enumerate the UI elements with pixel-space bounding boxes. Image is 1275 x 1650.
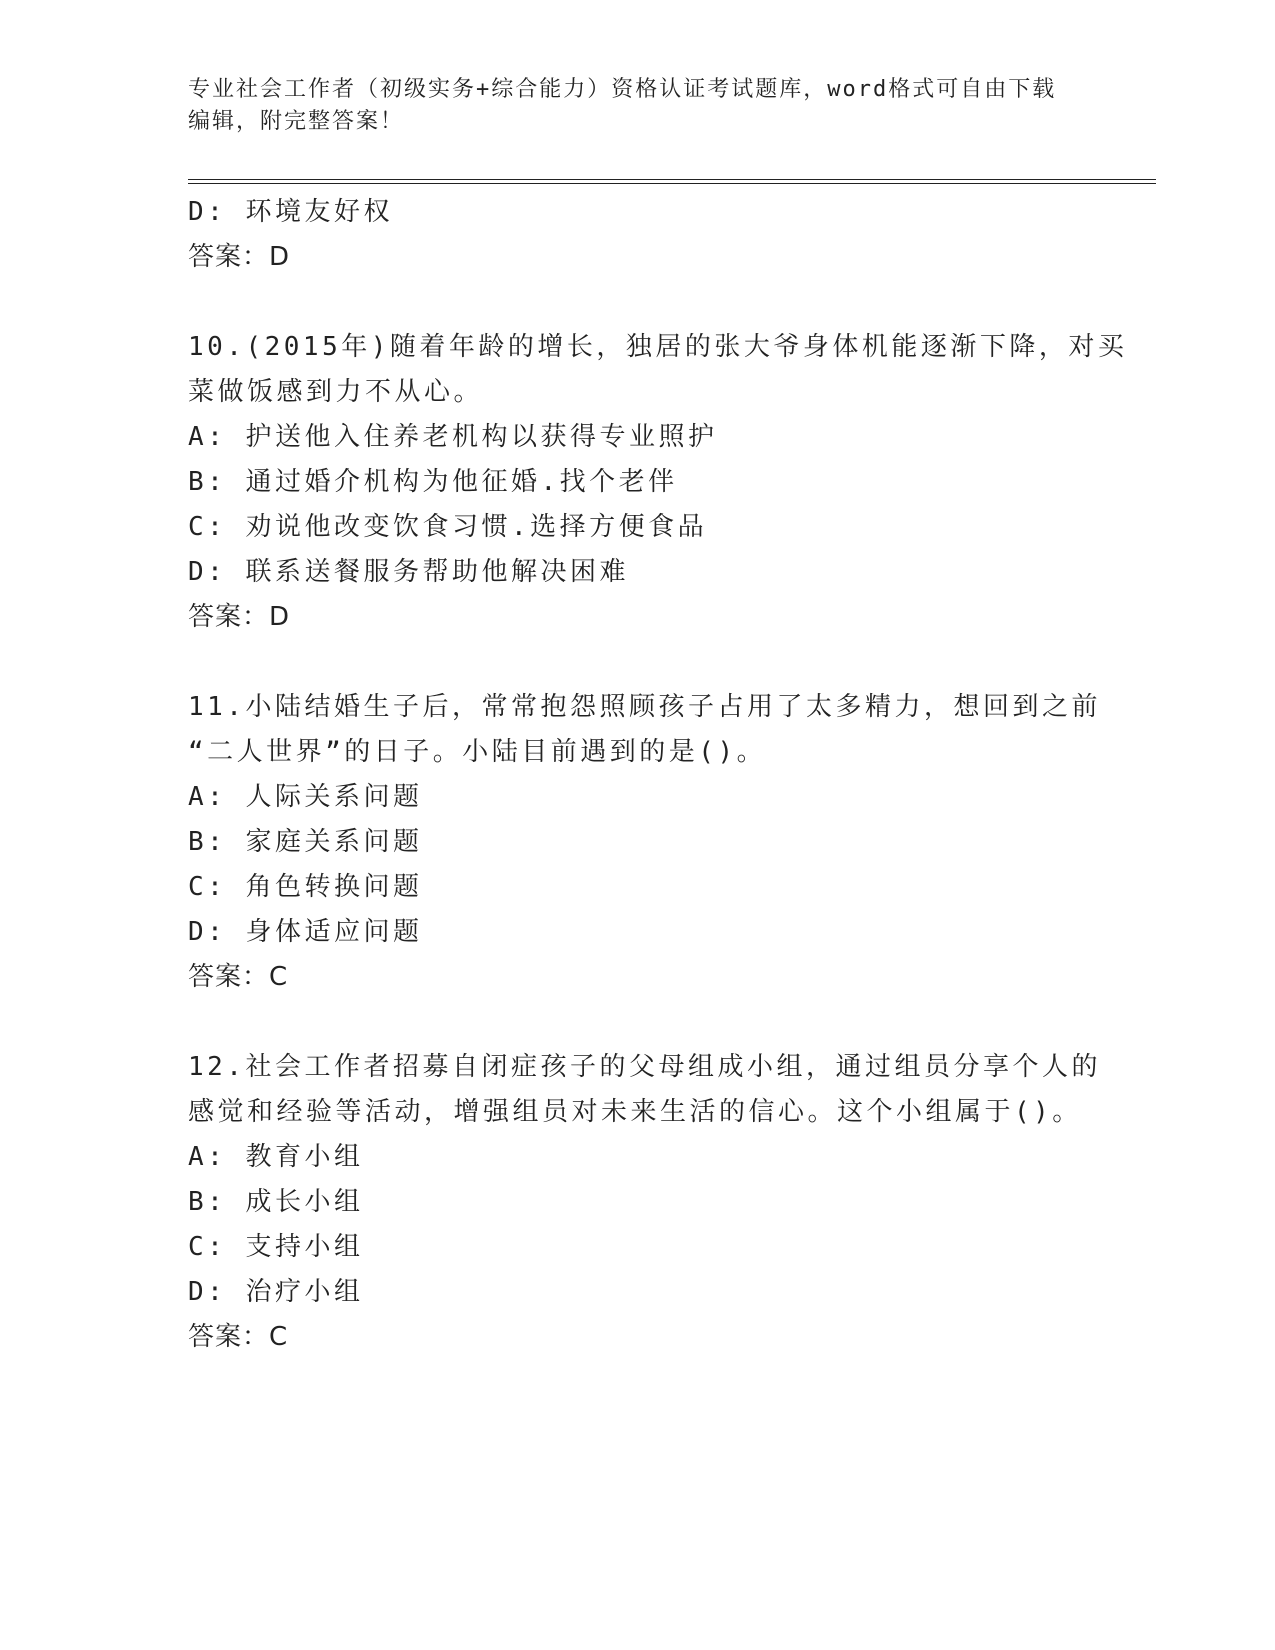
option-d: D: 身体适应问题: [188, 917, 423, 947]
header-line-2: 编辑，附完整答案！: [188, 109, 405, 134]
header-divider-bottom: [188, 183, 1156, 184]
option-b: B: 成长小组: [188, 1187, 364, 1217]
option-c: C: 劝说他改变饮食习惯.选择方便食品: [188, 512, 708, 542]
answer-line: 答案：D: [188, 242, 291, 272]
option-b: B: 通过婚介机构为他征婚.找个老伴: [188, 467, 678, 497]
question-stem-line-2: 菜做饭感到力不从心。: [188, 377, 484, 407]
question-11: [188, 685, 1101, 1000]
question-12: [188, 1045, 1101, 1360]
question-10: [188, 325, 1128, 640]
option-a: A: 教育小组: [188, 1142, 364, 1172]
option-d: D: 治疗小组: [188, 1277, 364, 1307]
question-stem-line-1: 12.社会工作者招募自闭症孩子的父母组成小组，通过组员分享个人的: [188, 1052, 1101, 1082]
header-line-1: 专业社会工作者（初级实务+综合能力）资格认证考试题库，word格式可自由下载: [188, 77, 1057, 102]
question-stem-line-1: 10.(2015年)随着年龄的增长，独居的张大爷身体机能逐渐下降，对买: [188, 332, 1128, 362]
option-c: C: 支持小组: [188, 1232, 364, 1262]
answer-line: 答案：C: [188, 1322, 289, 1352]
header-divider-top: [188, 179, 1156, 180]
question-list: [188, 190, 1128, 1360]
question-stem-line-2: “二人世界”的日子。小陆目前遇到的是()。: [188, 737, 767, 767]
option-a: A: 护送他入住养老机构以获得专业照护: [188, 422, 718, 452]
answer-line: 答案：D: [188, 602, 291, 632]
option-d: D: 环境友好权: [188, 197, 393, 227]
page-header: [188, 74, 1088, 138]
previous-question-tail: [188, 190, 1088, 280]
question-stem-line-1: 11.小陆结婚生子后，常常抱怨照顾孩子占用了太多精力，想回到之前: [188, 692, 1101, 722]
answer-line: 答案：C: [188, 962, 289, 992]
option-a: A: 人际关系问题: [188, 782, 423, 812]
option-d: D: 联系送餐服务帮助他解决困难: [188, 557, 629, 587]
question-stem-line-2: 感觉和经验等活动，增强组员对未来生活的信心。这个小组属于()。: [188, 1097, 1082, 1127]
option-c: C: 角色转换问题: [188, 872, 423, 902]
option-b: B: 家庭关系问题: [188, 827, 423, 857]
